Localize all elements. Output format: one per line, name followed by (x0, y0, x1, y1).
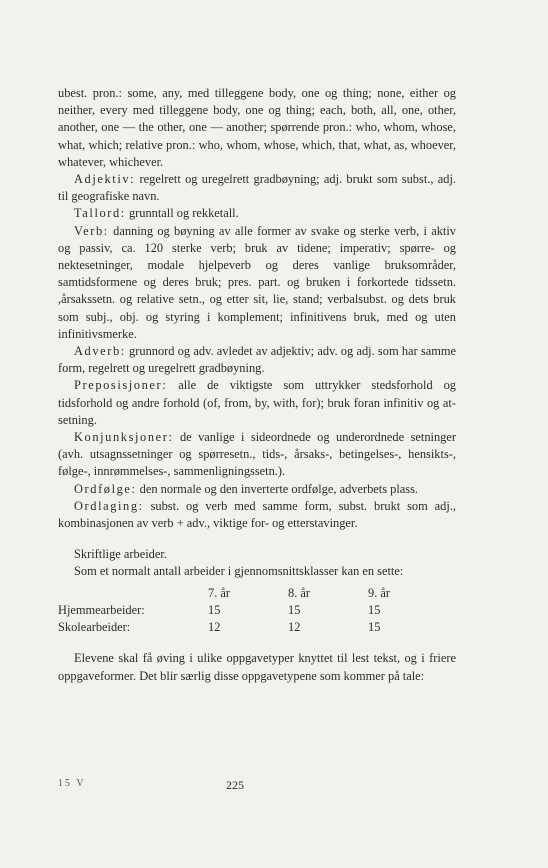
section-term: Preposisjoner: (74, 378, 168, 393)
table-cell: 15 (208, 602, 221, 617)
section-konjunksjoner (58, 429, 456, 481)
table-row (58, 602, 448, 619)
table-cell: 15 (368, 602, 381, 617)
section-ordfolge (58, 481, 456, 498)
section-text: grunnord og adv. avledet av adjektiv; adv. og adj. som har samme form, regelrett og uregelrett gradbøyning. (58, 344, 456, 376)
table-header-row (58, 585, 448, 602)
pronoun-paragraph: ubest. pron.: some, any, med tilleggene body, one og thing; none, either og neither, every med tilleggene body, one og thing; each, both, all, one, other, another, one — the other, one — another; spørrende pron.: who, whom, whose, what, which; relative pron.: who, whom, whose, which, that, what, as, whoever, whatever, whichever. (58, 86, 456, 169)
table-corner-cell (58, 585, 208, 602)
written-intro: Som et normalt antall arbeider i gjennomsnittsklasser kan en sette: (74, 564, 404, 579)
section-ordlaging (58, 498, 456, 532)
signature-mark: 15 V (58, 778, 86, 789)
page-number: 225 (226, 778, 244, 792)
section-term: Verb: (74, 223, 109, 238)
written-closing: Elevene skal få øving i ulike oppgavetyper knyttet til lest tekst, og i friere oppgaveformer. Det blir særlig disse oppgavetypene som kommer på tale: (58, 651, 456, 683)
section-adjektiv (58, 171, 456, 205)
written-heading: Skriftlige arbeider. (74, 547, 167, 562)
section-term: Adjektiv: (74, 172, 136, 187)
assignment-count-table (58, 585, 448, 637)
section-text: alle de viktigste som uttrykker stedsforhold og tidsforhold og andre forhold (of, from, by, with, for); bruk foran infinitiv og at-setning. (58, 378, 456, 427)
section-text: regelrett og uregelrett gradbøyning; adj. brukt som subst., adj. til geografiske navn. (58, 172, 456, 204)
row-label: Hjemmearbeider: (58, 602, 145, 617)
table-cell: 15 (368, 620, 381, 635)
column-header: 9. år (368, 585, 391, 600)
section-term: Tallord: (74, 206, 126, 221)
column-header: 7. år (208, 585, 231, 600)
table-row (58, 619, 448, 636)
table-cell: 12 (288, 620, 301, 635)
section-adverb (58, 343, 456, 377)
section-preposisjoner (58, 377, 456, 429)
table-cell: 15 (288, 602, 301, 617)
document-body (58, 85, 456, 685)
section-term: Konjunksjoner: (74, 430, 174, 445)
spacer (58, 532, 456, 546)
section-text: de vanlige i sideordnede og underordnede setninger (avh. utsagnssetninger og spørresetn., tids-, årsaks-, betingelses-, hensikts-, følge-, innrømmelses-, sammenligningssetn.). (58, 430, 456, 479)
section-term: Adverb: (74, 344, 126, 359)
section-term: Ordlaging: (74, 498, 144, 513)
row-label: Skolearbeider: (58, 620, 131, 635)
column-header: 8. år (288, 585, 311, 600)
section-verb (58, 223, 456, 343)
table-cell: 12 (208, 620, 221, 635)
section-text: subst. og verb med samme form, subst. brukt som adj., kombinasjonen av verb + adv., viktige for- og etterstavinger. (58, 498, 456, 531)
section-text: grunntall og rekketall. (125, 206, 239, 221)
section-term: Ordfølge: (74, 481, 137, 496)
section-tallord (58, 205, 456, 222)
section-text: den normale og den inverterte ordfølge, adverbets plass. (136, 481, 419, 496)
section-text: danning og bøyning av alle former av svake og sterke verb, i aktiv og passiv, ca. 120 sterke verb; bruk av tidene; imperativ; spørre- og nektesetninger, modale hjelpeverb og deres vanlige bruksområder, samtidsformene og deres bruk; pres. part. og bruken i forkortede tidssetn. ,årsakssetn. og relative setn., og etter sit, lie, stand; verbalsubst. og dets bruk som subj., obj. og styring i komplement; infinitivens bruk, med og uten infinitivsmerke. (58, 223, 456, 341)
spacer (58, 636, 456, 650)
